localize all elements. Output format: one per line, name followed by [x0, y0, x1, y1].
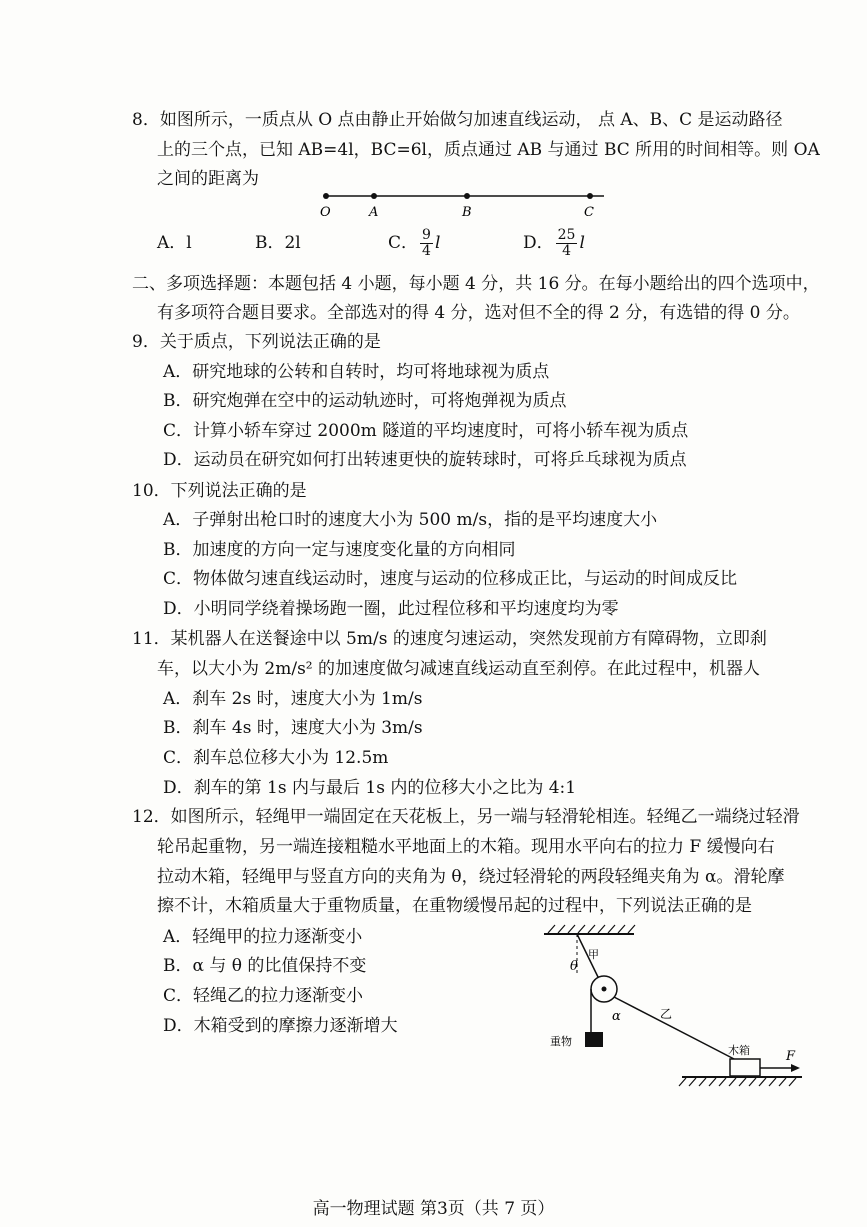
q11-option-d: D．刹车的第 1s 内与最后 1s 内的位移大小之比为 4:1	[163, 778, 577, 798]
q8-option-b: B．2l	[255, 233, 301, 253]
point-a	[371, 193, 377, 199]
q8-stem-line2: 上的三个点，已知 AB=4l，BC=6l，质点通过 AB 与通过 BC 所用的时间相等。则 OA	[157, 140, 820, 160]
label-c: C	[584, 205, 594, 220]
label-b: B	[462, 205, 472, 220]
q10-option-b: B．加速度的方向一定与速度变化量的方向相同	[163, 540, 516, 560]
q10-option-d: D．小明同学绕着操场跑一圈，此过程位移和平均速度均为零	[163, 599, 619, 619]
q11-stem-line1: 11．某机器人在送餐途中以 5m/s 的速度匀速运动，突然发现前方有障碍物，立即刹	[132, 629, 767, 649]
q11-option-a: A．刹车 2s 时，速度大小为 1m/s	[163, 689, 423, 709]
weight-block	[585, 1032, 603, 1047]
ground-hatch	[679, 1078, 796, 1086]
q10-option-a: A．子弹射出枪口时的速度大小为 500 m/s，指的是平均速度大小	[163, 510, 658, 530]
q8-option-a: A．l	[157, 233, 192, 253]
force-arrowhead	[791, 1064, 800, 1072]
q8-option-d-numerator: 25	[557, 227, 576, 243]
q12-stem-line3: 拉动木箱，轻绳甲与竖直方向的夹角为 θ，绕过轻滑轮的两段轻绳夹角为 α。滑轮摩	[157, 867, 785, 887]
q8-option-d	[523, 225, 585, 261]
q12-option-c: C．轻绳乙的拉力逐渐变小	[163, 986, 364, 1006]
q8-line-diagram	[316, 188, 616, 224]
q8-option-c-variable: l	[434, 233, 441, 253]
point-c	[587, 193, 593, 199]
page-footer: 高一物理试题 第3页（共 7 页）	[312, 1199, 555, 1219]
q11-stem-line2: 车，以大小为 2m/s² 的加速度做匀减速直线运动直至刹停。在此过程中，机器人	[157, 659, 761, 679]
box-label: 木箱	[728, 1044, 750, 1057]
q8-stem-line1: 8．如图所示，一质点从 O 点由静止开始做匀加速直线运动， 点 A、B、C 是运动路径	[132, 110, 783, 130]
q8-option-c-fraction	[420, 228, 433, 259]
q8-option-d-variable: l	[579, 233, 585, 253]
section2-heading-line2: 有多项符合题目要求。全部选对的得 4 分，选对但不全的得 2 分，有选错的得 0 分。	[157, 303, 800, 323]
q10-stem: 10．下列说法正确的是	[132, 481, 307, 501]
rope-yi	[614, 997, 736, 1060]
q8-stem-line3: 之间的距离为	[157, 169, 259, 189]
q9-option-b: B．研究炮弹在空中的运动轨迹时，可将炮弹视为质点	[163, 391, 567, 411]
q10-option-c: C．物体做匀速直线运动时，速度与运动的位移成正比，与运动的时间成反比	[163, 569, 738, 589]
q8-option-c-numerator: 9	[422, 227, 431, 243]
rope-yi-label: 乙	[660, 1007, 673, 1021]
label-a: A	[369, 205, 379, 220]
q11-option-b: B．刹车 4s 时，速度大小为 3m/s	[163, 718, 423, 738]
q8-option-c-label: C．	[388, 233, 419, 253]
q9-option-a: A．研究地球的公转和自转时，均可将地球视为质点	[163, 362, 550, 382]
q8-option-d-fraction	[556, 228, 578, 259]
theta-label: θ	[570, 959, 578, 974]
wooden-box	[730, 1059, 760, 1076]
rope-jia-label: 甲	[588, 948, 599, 961]
pulley-axle	[602, 987, 607, 992]
q12-stem-line1: 12．如图所示，轻绳甲一端固定在天花板上，另一端与轻滑轮相连。轻绳乙一端绕过轻滑	[132, 807, 800, 827]
q12-option-a: A．轻绳甲的拉力逐渐变小	[163, 927, 363, 947]
q12-option-b: B．α 与 θ 的比值保持不变	[163, 956, 367, 976]
q12-stem-line4: 擦不计，木箱质量大于重物质量，在重物缓慢吊起的过程中，下列说法正确的是	[157, 896, 752, 916]
q12-option-d: D．木箱受到的摩擦力逐渐增大	[163, 1016, 398, 1036]
label-o: O	[320, 205, 331, 220]
q9-option-c: C．计算小轿车穿过 2000m 隧道的平均速度时，可将小轿车视为质点	[163, 421, 689, 441]
point-b	[464, 193, 470, 199]
q8-option-c	[388, 225, 440, 261]
q11-option-c: C．刹车总位移大小为 12.5m	[163, 748, 389, 768]
q9-stem: 9．关于质点，下列说法正确的是	[132, 332, 381, 352]
alpha-label: α	[612, 1009, 621, 1024]
q9-option-d: D．运动员在研究如何打出转速更快的旋转球时，可将乒乓球视为质点	[163, 450, 687, 470]
point-o	[323, 193, 329, 199]
q8-option-d-label: D．	[523, 233, 554, 253]
q8-option-c-denominator: 4	[422, 243, 431, 259]
section2-heading-line1: 二、多项选择题：本题包括 4 小题，每小题 4 分，共 16 分。在每小题给出的四个选项中，	[132, 274, 820, 294]
force-label: F	[786, 1049, 796, 1064]
q12-pulley-diagram	[540, 922, 810, 1092]
weight-label: 重物	[550, 1035, 572, 1048]
q12-stem-line2: 轮吊起重物，另一端连接粗糙水平地面上的木箱。现用水平向右的拉力 F 缓慢向右	[157, 837, 775, 857]
q8-option-d-denominator: 4	[562, 243, 572, 259]
ceiling-hatch	[548, 925, 635, 933]
